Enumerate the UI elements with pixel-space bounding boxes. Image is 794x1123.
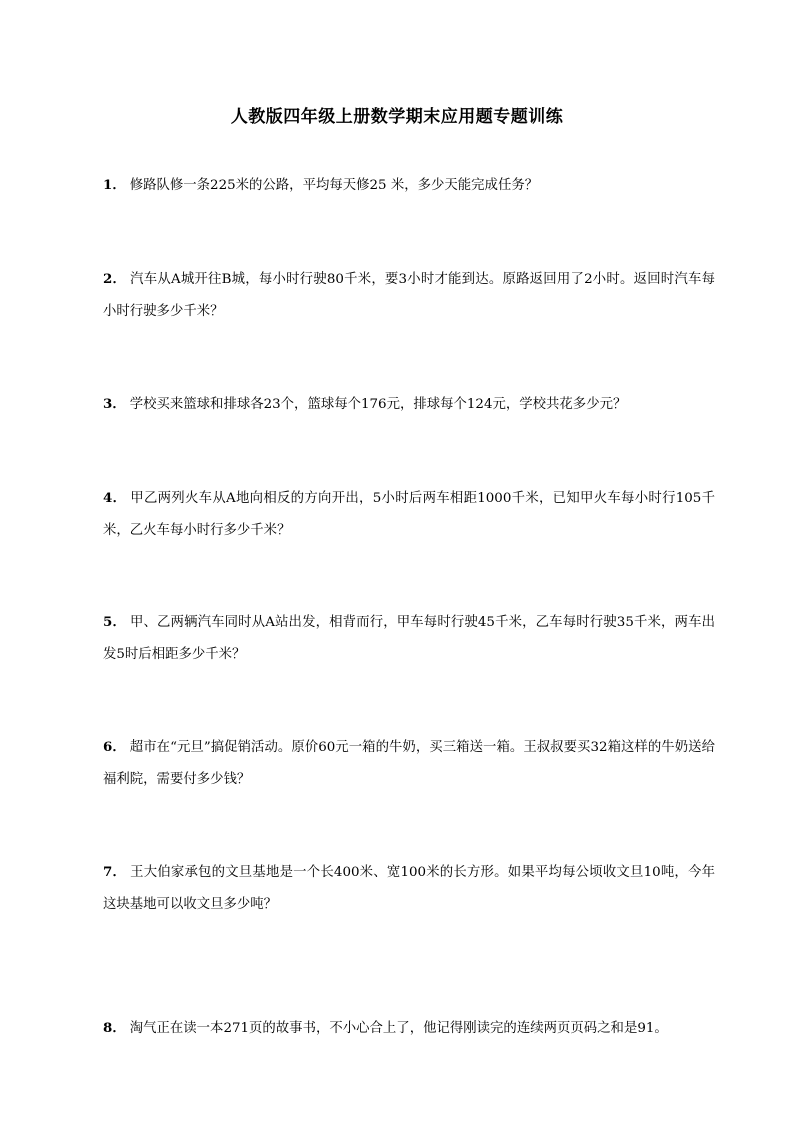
problem-2 (103, 263, 715, 328)
problem-4 (103, 482, 715, 547)
problem-8 (103, 1012, 715, 1045)
problem-text: 汽车从A城开往B城，每小时行驶80千米，要3小时才能到达。原路返回用了2小时。返回时汽车每小时行驶多少千米？ (103, 272, 715, 319)
problem-number: 5． (103, 614, 126, 630)
problem-7 (103, 856, 715, 921)
problem-text: 甲乙两列火车从A地向相反的方向开出，5小时后两车相距1000千米，已知甲火车每小时行105千米，乙火车每小时行多少千米？ (103, 491, 715, 538)
problem-number: 1． (103, 177, 126, 193)
problem-text: 淘气正在读一本271页的故事书，不小心合上了，他记得刚读完的连续两页页码之和是91。 (129, 1021, 668, 1036)
problem-text: 超市在“元旦”搞促销活动。原价60元一箱的牛奶，买三箱送一箱。王叔叔要买32箱这样的牛奶送给福利院，需要付多少钱？ (103, 740, 715, 787)
problem-number: 3． (103, 396, 126, 412)
problem-5 (103, 606, 715, 671)
problem-6 (103, 731, 715, 796)
problem-text: 王大伯家承包的文旦基地是一个长400米、宽100米的长方形。如果平均每公顷收文旦10吨，今年这块基地可以收文旦多少吨？ (103, 865, 715, 912)
page-title: 人教版四年级上册数学期末应用题专题训练 (230, 107, 564, 127)
problem-1 (103, 169, 715, 202)
problem-number: 8． (103, 1020, 126, 1036)
problem-number: 4． (103, 490, 127, 506)
problem-text: 学校买来篮球和排球各23个，篮球每个176元，排球每个124元，学校共花多少元？ (129, 397, 627, 412)
problem-number: 6． (103, 739, 126, 755)
problem-text: 修路队修一条225米的公路，平均每天修25 米，多少天能完成任务？ (129, 178, 539, 193)
problem-3 (103, 388, 715, 421)
problem-text: 甲、乙两辆汽车同时从A站出发，相背而行，甲车每时行驶45千米，乙车每时行驶35千米，两车出发5时后相距多少千米？ (103, 615, 715, 662)
problem-number: 2． (103, 271, 127, 287)
problem-number: 7． (103, 864, 127, 880)
